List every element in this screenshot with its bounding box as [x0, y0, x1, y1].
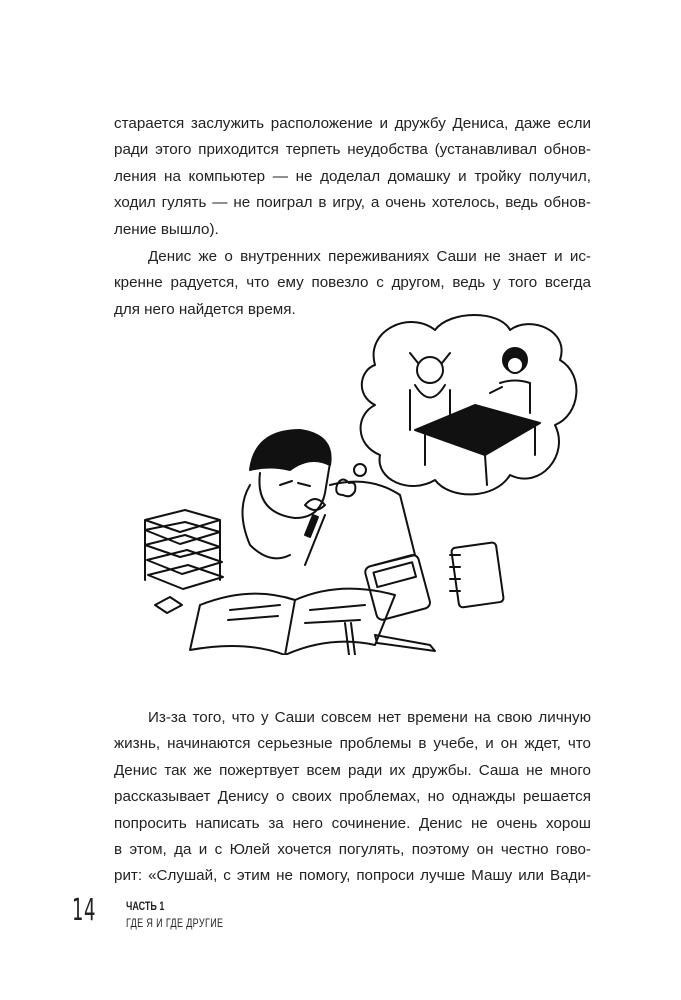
text-line: рассказывает Денису о своих проблемах, но однажды решается — [114, 788, 591, 806]
text-line: Из-за того, что у Саши совсем нет времени на свою личную — [148, 709, 591, 726]
text-line: ление вышло). — [114, 220, 219, 238]
text-line: для него найдется время. — [114, 300, 296, 318]
paragraph-1 — [114, 111, 591, 243]
text-line: жизнь, начинаются серьезные проблемы в учебе, и он ждет, что — [114, 735, 591, 753]
text-line: кренне радуется, что ему повезло с другом, ведь у того всегда — [114, 274, 591, 292]
student-hair — [250, 430, 331, 470]
running-head-part: ЧАСТЬ 1 — [126, 899, 165, 913]
open-book — [190, 589, 395, 655]
text-line: Денис же о внутренних переживаниях Саши не знает и ис- — [148, 248, 591, 265]
text-line: ходил гулять — не поиграл в игру, а очень хотелось, ведь обнов- — [114, 194, 591, 212]
paragraph-3 — [114, 705, 591, 890]
text-line: Денис так же пожертвует всем ради их дружбы. Саша не много — [114, 761, 591, 779]
running-head-title: ГДЕ Я И ГДЕ ДРУГИЕ — [126, 916, 224, 930]
spiral-notebook — [451, 542, 504, 608]
text-line: старается заслужить расположение и дружбу Дениса, даже если — [114, 115, 591, 132]
text-line: попросить написать за него сочинение. Денис не очень хорош — [114, 814, 591, 832]
text-line: рит: «Слушай, с этим не помогу, попроси лучше Машу или Вади- — [114, 867, 591, 885]
text-line: в этом, да и с Юлей хочется погулять, поэтому он честно гово- — [114, 840, 591, 858]
page-number: 14 — [72, 893, 97, 928]
calculator — [364, 554, 431, 621]
thought-bubble-dot — [354, 464, 366, 476]
text-line: ления на компьютер — не доделал домашку и тройку получил, — [114, 167, 591, 185]
thought-bubble — [361, 315, 577, 494]
text-line: ради этого приходится терпеть неудобства (устанавливал обнов- — [114, 141, 591, 159]
illustration-student-thinking — [130, 305, 620, 655]
